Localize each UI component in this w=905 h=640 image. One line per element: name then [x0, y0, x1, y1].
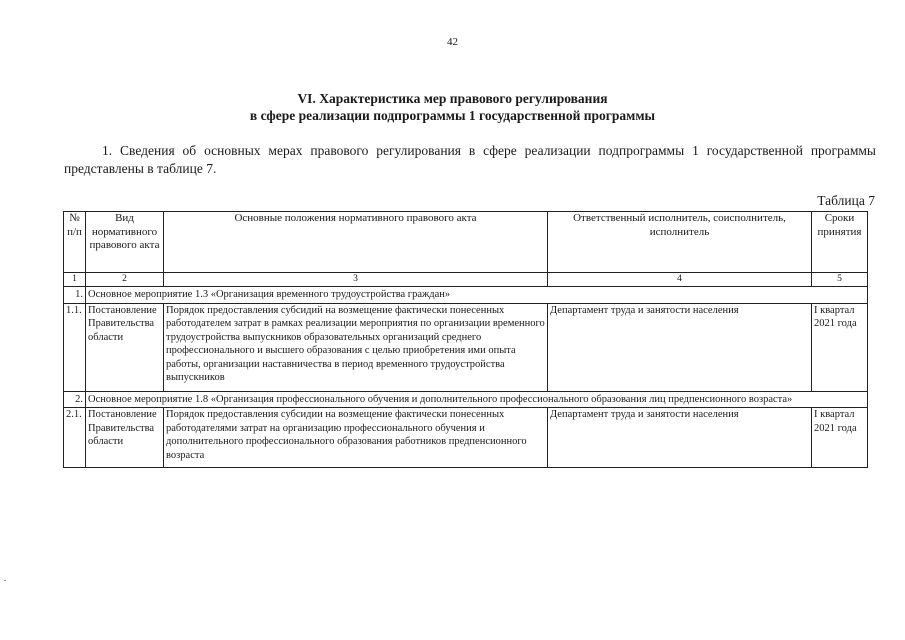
column-number: 3	[164, 273, 548, 287]
table-header-row	[64, 212, 868, 273]
header-term: Сроки принятия	[812, 212, 868, 273]
row-term: I квартал 2021 года	[812, 408, 868, 468]
section-title-line-1: VI. Характеристика мер правового регулирования	[297, 91, 608, 106]
header-provisions: Основные положения нормативного правового акта	[164, 212, 548, 273]
section-title-line-2: в сфере реализации подпрограммы 1 государственной программы	[249, 108, 656, 123]
intro-paragraph: 1. Сведения об основных мерах правового регулирования в сфере реализации подпрограммы 1 государственной программы представлены в таблице 7.	[64, 143, 876, 176]
column-number: 4	[548, 273, 812, 287]
legal-measures-table	[63, 211, 868, 468]
page-number: 42	[447, 36, 458, 48]
header-num: № п/п	[64, 212, 86, 273]
event-title: Основное мероприятие 1.8 «Организация профессионального обучения и дополнительного профессионального образования лиц предпенсионного возраста»	[86, 391, 868, 408]
row-term: I квартал 2021 года	[812, 303, 868, 391]
table-caption: Таблица 7	[817, 193, 875, 208]
event-title: Основное мероприятие 1.3 «Организация временного трудоустройства граждан»	[86, 287, 868, 304]
event-number: 1.	[64, 287, 86, 304]
column-number: 1	[64, 273, 86, 287]
header-executor: Ответственный исполнитель, соисполнитель, исполнитель	[548, 212, 812, 273]
scan-edge-mark	[4, 580, 6, 581]
column-number: 2	[86, 273, 164, 287]
event-number: 2.	[64, 391, 86, 408]
column-number-row	[64, 273, 868, 287]
header-act-type: Вид нормативного правового акта	[86, 212, 164, 273]
column-number: 5	[812, 273, 868, 287]
event-row	[64, 391, 868, 408]
row-executor: Департамент труда и занятости населения	[548, 303, 812, 391]
row-act-type: Постановление Правительства области	[86, 408, 164, 468]
table-row	[64, 408, 868, 468]
row-provisions: Порядок предоставления субсидии на возмещение фактически понесенных работодателями затрат на организацию профессионального обучения и дополнительного профессионального образования работников предпенсионного возраста	[164, 408, 548, 468]
section-title	[0, 90, 905, 124]
event-row	[64, 287, 868, 304]
row-number: 2.1.	[64, 408, 86, 468]
row-act-type: Постановление Правительства области	[86, 303, 164, 391]
table-row	[64, 303, 868, 391]
row-provisions: Порядок предоставления субсидий на возмещение фактически понесенных работодателем затрат в рамках реализации мероприятия по организации временного трудоустройства выпускников образовательных организаций среднего профессионального и высшего образования с целью приобретения ими опыта работы, организации наставничества в период временного трудоустройства выпускников	[164, 303, 548, 391]
row-executor: Департамент труда и занятости населения	[548, 408, 812, 468]
row-number: 1.1.	[64, 303, 86, 391]
